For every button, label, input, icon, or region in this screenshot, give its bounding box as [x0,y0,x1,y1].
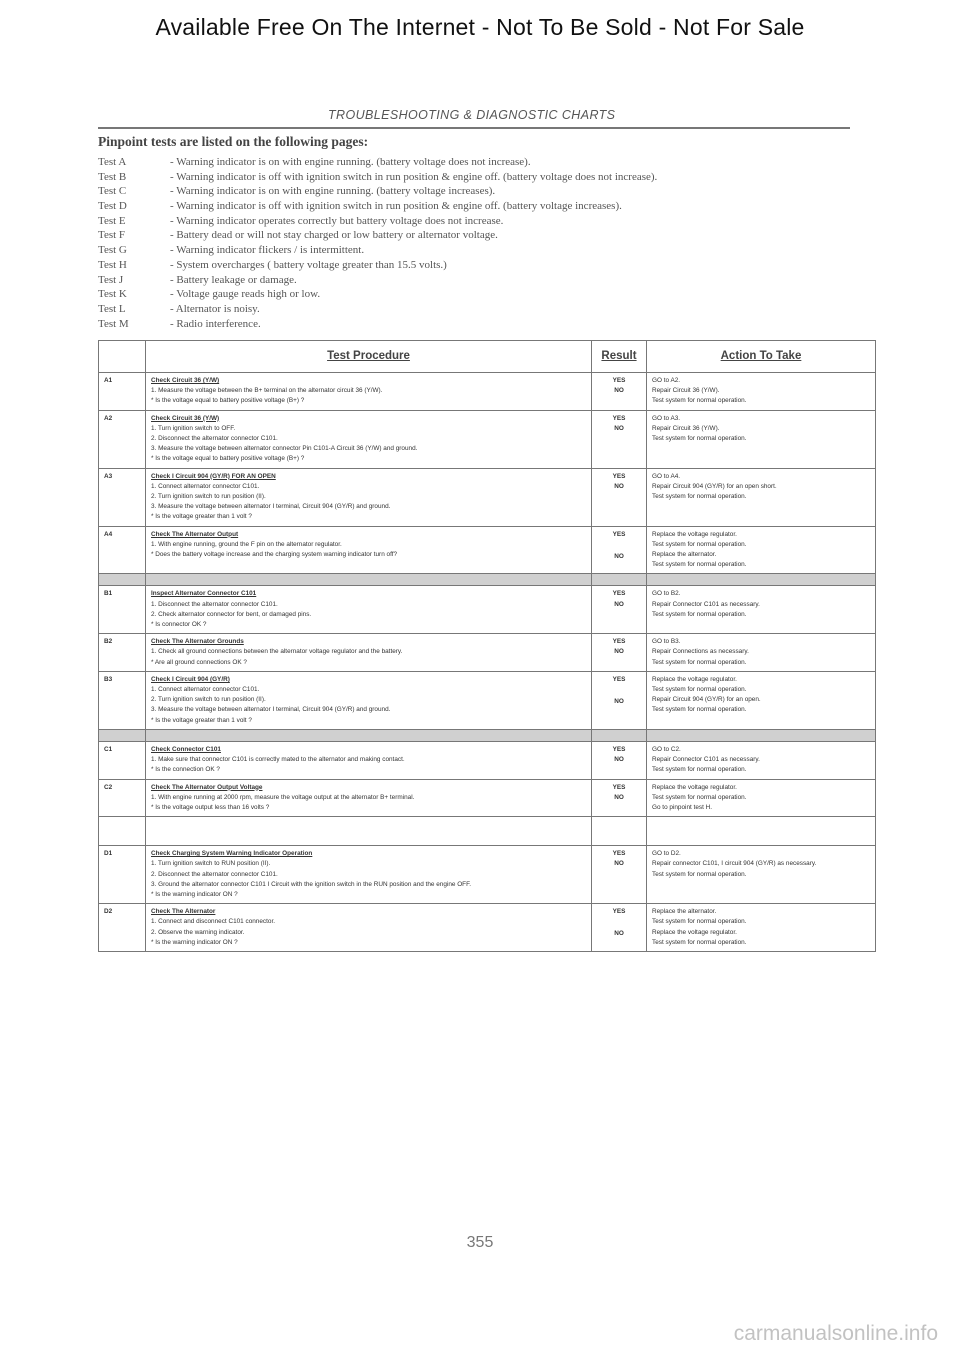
test-list-item [98,199,858,214]
result-value: YES [612,472,626,480]
procedure-cell [146,468,592,526]
header-result: Result [592,341,647,373]
result-value: NO [614,482,624,490]
empty-cell [146,574,592,586]
result-value: NO [614,698,624,706]
procedure-cell [146,904,592,952]
test-name: Test K [98,288,127,301]
test-name: Test M [98,317,129,330]
test-list-item [98,317,858,332]
action-line: Test system for normal operation. [652,686,747,694]
procedure-title: Check I Circuit 904 (GY/R) FOR AN OPEN [151,472,276,480]
test-list-item [98,287,858,302]
header-procedure: Test Procedure [146,341,592,373]
action-cell [647,586,876,634]
result-value: NO [614,756,624,764]
row-id: C1 [99,741,146,779]
action-line: Test system for normal operation. [652,610,747,618]
test-description: - Radio interference. [170,317,261,330]
action-line: Test system for normal operation. [652,658,747,666]
procedure-step: 2. Turn ignition switch to run position (II). [151,696,266,704]
procedure-step: * Is the warning indicator ON ? [151,938,238,946]
action-line: Test system for normal operation. [652,938,747,946]
action-line: Repair Connector C101 as necessary. [652,756,760,764]
procedure-step: 3. Measure the voltage between alternator I terminal, Circuit 904 (GY/R) and ground. [151,503,391,511]
procedure-cell [146,526,592,574]
result-cell [592,526,647,574]
procedure-step: 3. Measure the voltage between alternator connector Pin C101-A Circuit 36 (Y/W) and ground. [151,445,418,453]
procedure-cell [146,671,592,729]
action-cell [647,373,876,411]
banner-notice: Available Free On The Internet - Not To Be Sold - Not For Sale [155,14,805,40]
blank-row [99,817,876,846]
action-cell [647,671,876,729]
row-id: D2 [99,904,146,952]
procedure-step: * Is the connection OK ? [151,766,220,774]
test-description: - Warning indicator is off with ignition switch in run position & engine off. (battery voltage does not increase). [170,170,658,183]
result-cell [592,779,647,817]
table-row [99,846,876,904]
test-name: Test D [98,200,127,213]
procedure-step: 1. Turn ignition switch to RUN position (II). [151,860,271,868]
procedure-title: Check The Alternator Output [151,530,239,538]
action-line: Test system for normal operation. [652,540,747,548]
result-cell [592,741,647,779]
procedure-title: Check Circuit 36 (Y/W) [151,414,220,422]
action-line: GO to A4. [652,472,681,480]
row-id: B1 [99,586,146,634]
table-row [99,741,876,779]
section-separator [99,574,876,586]
result-value: YES [612,414,626,422]
row-id: A1 [99,373,146,411]
procedure-step: 1. Connect and disconnect C101 connector. [151,918,275,926]
action-line: Repair Circuit 904 (GY/R) for an open. [652,696,761,704]
section-separator [99,729,876,741]
empty-cell [99,729,146,741]
row-id: B3 [99,671,146,729]
diagnostic-table [98,340,876,952]
test-description: - Voltage gauge reads high or low. [170,288,321,301]
result-value: YES [612,638,626,646]
procedure-step: 3. Ground the alternator connector C101 I Circuit with the ignition switch in the RUN position and the engine OFF. [151,880,472,888]
action-line: GO to B2. [652,590,681,598]
test-description: - Warning indicator is off with ignition switch in run position & engine off. (battery voltage increases). [170,200,622,213]
procedure-title: Inspect Alternator Connector C101 [151,590,257,598]
table-row [99,526,876,574]
action-line: GO to A2. [652,377,681,384]
action-line: Replace the alternator. [652,551,717,559]
header-action: Action To Take [647,341,876,373]
result-value: YES [612,783,626,791]
watermark: carmanualsonline.info [733,1322,938,1345]
procedure-step: 2. Check alternator connector for bent, or damaged pins. [151,610,312,618]
result-value: NO [614,648,624,656]
action-line: Repair Connections as necessary. [652,648,749,656]
procedure-cell [146,741,592,779]
action-line: Repair connector C101, I circuit 904 (GY/R) as necessary. [652,860,817,868]
table-row [99,634,876,672]
procedure-step: 1. With engine running at 2000 rpm, measure the voltage output at the alternator B+ terminal. [151,793,415,801]
procedure-step: 2. Disconnect the alternator connector C101. [151,435,278,443]
test-list-item [98,155,858,170]
empty-cell [647,574,876,586]
procedure-step: 2. Observe the warning indicator. [151,928,245,936]
result-value: NO [614,793,624,801]
test-list-item [98,228,858,243]
header-id [99,341,146,373]
procedure-title: Check Connector C101 [151,745,221,753]
result-cell [592,904,647,952]
procedure-step: * Is the voltage greater than 1 volt ? [151,716,252,724]
action-cell [647,634,876,672]
action-line: Replace the voltage regulator. [652,783,737,791]
action-line: Go to pinpoint test H. [652,803,713,811]
action-cell [647,904,876,952]
procedure-step: 2. Turn ignition switch to run position (II). [151,493,266,501]
result-cell [592,586,647,634]
result-value: YES [612,850,626,858]
pinpoint-heading: Pinpoint tests are listed on the following pages: [98,134,369,149]
result-cell [592,671,647,729]
procedure-step: * Is the voltage output less than 16 volts ? [151,803,270,811]
result-cell [592,468,647,526]
action-line: Test system for normal operation. [652,435,747,443]
test-list [98,155,858,331]
test-description: - Warning indicator is on with engine running. (battery voltage increases). [170,185,496,198]
action-line: Test system for normal operation. [652,706,747,714]
procedure-step: 1. Connect alternator connector C101. [151,482,260,490]
action-line: GO to C2. [652,745,681,753]
action-line: Repair Circuit 36 (Y/W). [652,424,720,432]
test-description: - Warning indicator flickers / is intermittent. [170,244,365,257]
table-row [99,671,876,729]
empty-cell [99,817,146,846]
empty-cell [99,574,146,586]
test-description: - System overcharges ( battery voltage greater than 15.5 volts.) [170,258,447,271]
table-row [99,779,876,817]
action-line: Test system for normal operation. [652,870,747,878]
procedure-step: * Is the voltage equal to battery positive voltage (B+) ? [151,455,305,463]
procedure-title: Check The Alternator Output Voltage [151,783,263,791]
action-line: Replace the voltage regulator. [652,530,737,538]
procedure-cell [146,634,592,672]
action-cell [647,410,876,468]
procedure-step: * Does the battery voltage increase and the charging system warning indicator turn off? [151,551,398,559]
result-value: YES [612,745,626,753]
procedure-step: * Is the warning indicator ON ? [151,890,238,898]
action-line: GO to A3. [652,414,681,422]
table-row [99,468,876,526]
empty-cell [146,817,592,846]
empty-cell [592,817,647,846]
test-name: Test A [98,156,127,168]
procedure-step: 1. Disconnect the alternator connector C101. [151,600,278,608]
section-title: TROUBLESHOOTING & DIAGNOSTIC CHARTS [328,108,616,122]
table-row [99,904,876,952]
procedure-step: 3. Measure the voltage between alternator I terminal, Circuit 904 (GY/R) and ground. [151,706,391,714]
action-line: Replace the alternator. [652,908,717,916]
result-value: NO [614,552,624,560]
action-line: Test system for normal operation. [652,793,747,801]
row-id: A4 [99,526,146,574]
action-line: Test system for normal operation. [652,918,747,926]
row-id: A2 [99,410,146,468]
action-line: Repair Circuit 36 (Y/W). [652,387,720,395]
row-id: A3 [99,468,146,526]
procedure-title: Check I Circuit 904 (GY/R) [151,675,230,683]
action-line: GO to D2. [652,850,681,858]
result-value: NO [614,860,624,868]
test-list-item [98,258,858,273]
test-description: - Warning indicator operates correctly but battery voltage does not increase. [170,214,504,227]
test-list-item [98,214,858,229]
table-row [99,373,876,411]
result-cell [592,410,647,468]
empty-cell [146,729,592,741]
procedure-step: * Is the voltage equal to battery positive voltage (B+) ? [151,397,305,405]
procedure-cell [146,410,592,468]
test-name: Test F [98,229,126,242]
action-line: Test system for normal operation. [652,397,747,405]
action-cell [647,468,876,526]
title-rule [98,127,850,129]
empty-cell [592,574,647,586]
table-row [99,586,876,634]
result-value: NO [614,930,624,938]
procedure-step: * Are all ground connections OK ? [151,658,247,666]
test-name: Test H [98,258,127,271]
result-value: NO [614,424,624,432]
procedure-step: 2. Disconnect the alternator connector C101. [151,870,278,878]
result-value: YES [612,590,626,598]
procedure-step: 1. Turn ignition switch to OFF. [151,424,236,432]
page-number: 355 [466,1234,494,1251]
action-line: Test system for normal operation. [652,493,747,501]
procedure-title: Check The Alternator [151,908,216,916]
procedure-cell [146,846,592,904]
test-description: - Battery leakage or damage. [170,273,297,286]
result-cell [592,373,647,411]
row-id: B2 [99,634,146,672]
result-value: YES [612,908,626,916]
action-line: GO to B3. [652,638,681,646]
test-name: Test B [98,170,127,183]
test-name: Test C [98,185,127,198]
empty-cell [647,729,876,741]
procedure-title: Check Circuit 36 (Y/W) [151,377,220,384]
action-line: Test system for normal operation. [652,561,747,569]
procedure-step: 1. Check all ground connections between the alternator voltage regulator and the battery. [151,648,403,656]
test-description: - Battery dead or will not stay charged or low battery or alternator voltage. [170,229,498,242]
test-list-item [98,184,858,199]
procedure-step: * Is connector OK ? [151,621,207,629]
action-line: Test system for normal operation. [652,766,747,774]
action-cell [647,526,876,574]
procedure-step: 1. Connect alternator connector C101. [151,686,260,694]
result-cell [592,846,647,904]
procedure-cell [146,779,592,817]
test-list-item [98,243,858,258]
procedure-cell [146,373,592,411]
result-value: NO [614,387,624,395]
test-list-item [98,302,858,317]
action-line: Replace the voltage regulator. [652,928,737,936]
table-row [99,410,876,468]
result-value: YES [612,675,626,683]
test-list-item [98,170,858,185]
procedure-step: 1. Measure the voltage between the B+ terminal on the alternator circuit 36 (Y/W). [151,387,383,395]
action-cell [647,846,876,904]
test-name: Test E [98,214,126,227]
procedure-title: Check The Alternator Grounds [151,638,244,646]
test-list-item [98,273,858,288]
test-description: - Alternator is noisy. [170,302,260,315]
action-cell [647,779,876,817]
result-cell [592,634,647,672]
action-line: Repair Circuit 904 (GY/R) for an open short. [652,482,777,490]
result-value: YES [612,530,626,538]
result-value: NO [614,600,624,608]
result-value: YES [612,377,626,384]
row-id: C2 [99,779,146,817]
table-header-row [99,341,876,373]
test-name: Test J [98,273,124,286]
action-line: Replace the voltage regulator. [652,675,737,683]
procedure-step: 1. Make sure that connector C101 is correctly mated to the alternator and making contact. [151,756,405,764]
table-body [99,373,876,952]
procedure-step: 1. With engine running, ground the F pin on the alternator regulator. [151,540,342,548]
empty-cell [592,729,647,741]
procedure-step: * Is the voltage greater than 1 volt ? [151,513,252,521]
test-name: Test L [98,302,126,315]
test-description: - Warning indicator is on with engine running. (battery voltage does not increase). [170,156,531,168]
action-line: Repair Connector C101 as necessary. [652,600,760,608]
procedure-title: Check Charging System Warning Indicator Operation [151,850,313,858]
test-name: Test G [98,244,127,257]
action-cell [647,741,876,779]
empty-cell [647,817,876,846]
procedure-cell [146,586,592,634]
row-id: D1 [99,846,146,904]
